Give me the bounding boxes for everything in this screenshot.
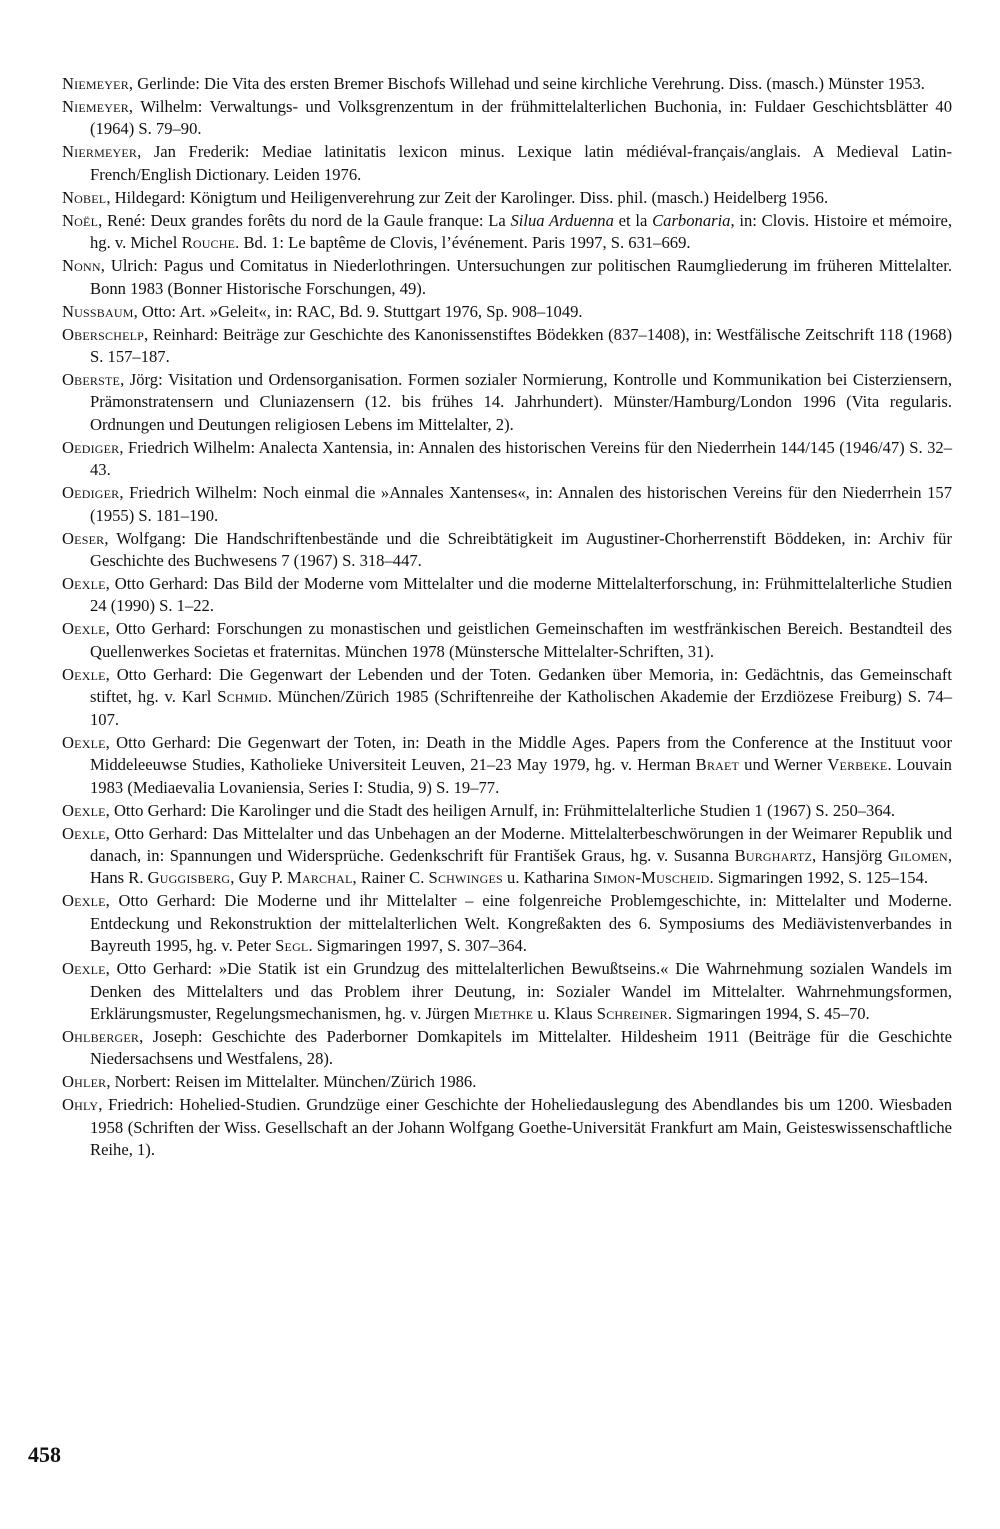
author-surname: Oexle [62, 800, 106, 820]
bibliography-entry [62, 573, 952, 618]
bibliography-entry [62, 890, 952, 957]
entry-text: u. Katharina [502, 868, 594, 888]
editor-surname: Simon-Muscheid [593, 868, 710, 888]
entry-text: , Jörg: Visitation und Ordensorganisation. Formen sozialer Normierung, Kontrolle und Kommunikation bei Cisterziensern, Prämonstratensern und Cluniazensern (12. bis frühes 14. Jahrhundert). Münster/Hamburg/London 1996 (Vita regularis. Ordnungen und Deutungen religiosen Lebens im Mittelalter, 2). [90, 370, 952, 434]
editor-surname: Gilomen [887, 845, 948, 865]
entry-text: , Gerlinde: Die Vita des ersten Bremer Bischofs Willehad und seine kirchliche Verehrung. Diss. (masch.) Münster 1953. [128, 74, 925, 93]
author-surname: Oberste [62, 370, 121, 390]
entry-text: , René: Deux grandes forêts du nord de la Gaule franque: La [98, 210, 511, 230]
entry-text: , Hildegard: Königtum und Heiligenverehrung zur Zeit der Karolinger. Diss. phil. (masch.) Heidelberg 1956. [106, 187, 829, 207]
bibliography-entry [62, 324, 952, 369]
author-surname: Oexle [62, 732, 106, 752]
entry-text: , Otto Gerhard: Das Mittelalter und das Unbehagen an der Moderne. Mittelalterbeschwörungen in der Weimarer Republik und danach, in: Spannungen und Widersprüche. Gedenkschrift für František Graus, hg. v. Susanna [90, 823, 952, 865]
entry-text: , Otto Gerhard: Die Karolinger und die Stadt des heiligen Arnulf, in: Frühmittelalterliche Studien 1 (1967) S. 250–364. [105, 800, 896, 820]
author-surname: Oexle [62, 619, 106, 639]
italic-title: Silua Arduenna [510, 210, 614, 230]
author-surname: Oexle [62, 891, 106, 911]
entry-text: , Otto Gerhard: Forschungen zu monastischen und geistlichen Gemeinschaften im westfränkischen Bereich. Bestandteil des Quellenwerkes Societas et fraternitas. München 1978 (Münstersche Mittelalter-Schriften, 31). [90, 619, 952, 661]
bibliography-entry [62, 800, 952, 822]
entry-text: , Wolfgang: Die Handschriftenbestände und die Schreibtätigkeit im Augustiner-Chorherrenstift Böddeken, in: Archiv für Geschichte des Buchwesens 7 (1967) S. 318–447. [90, 528, 952, 571]
entry-text: . Sigmaringen 1992, S. 125–154. [709, 868, 929, 888]
author-surname: Oexle [62, 664, 106, 684]
bibliography-entry [62, 210, 952, 255]
entry-text: , Hans R. [90, 845, 953, 888]
bibliography-entry [62, 73, 952, 95]
entry-text: . Bd. 1: Le baptême de Clovis, l’événement. Paris 1997, S. 631–669. [235, 233, 691, 253]
entry-text: , Wilhelm: Verwaltungs- und Volksgrenzentum in der frühmittelalterlichen Buchonia, in: Fuldaer Geschichtsblätter 40 (1964) S. 79–90. [90, 97, 952, 139]
entry-text: u. Klaus [533, 1003, 597, 1023]
editor-surname: Schmid [217, 687, 268, 707]
author-surname: Oexle [62, 959, 106, 979]
author-surname: Niemeyer [62, 74, 129, 93]
author-surname: Ohler [62, 1072, 107, 1092]
editor-surname: Schwinges [428, 868, 503, 888]
editor-surname: Verbeke [827, 755, 888, 775]
entry-text: , Friedrich: Hohelied-Studien. Grundzüge einer Geschichte der Hoheliedauslegung des Abendlandes bis um 1200. Wiesbaden 1958 (Schriften der Wiss. Gesellschaft an der Johann Wolfgang Goethe-Universität Frankfurt am Main, Geisteswissenschaftliche Reihe, 1). [90, 1095, 952, 1160]
entry-text: und Werner [739, 755, 828, 775]
bibliography-entry [62, 255, 952, 300]
bibliography-entry [62, 732, 952, 799]
editor-surname: Marchal [287, 868, 353, 888]
entry-text: , Otto Gerhard: Die Gegenwart der Toten, in: Death in the Middle Ages. Papers from the Conference at the Instituut voor Middeleeuwse Studies, Katholieke Universiteit Leuven, 21–23 May 1979, hg. v. Herman [90, 732, 952, 775]
author-surname: Ohly [62, 1095, 99, 1115]
author-surname: Oeser [62, 528, 105, 548]
bibliography-entry [62, 482, 952, 527]
editor-surname: Guggisberg [147, 868, 231, 888]
entry-text: . München/Zürich 1985 (Schriftenreihe der Katholischen Akademie der Erzdiözese Freiburg) S. 74–107. [90, 687, 952, 729]
bibliography-entry [62, 528, 952, 573]
bibliography-entry [62, 437, 952, 482]
entry-text: , Otto Gerhard: Das Bild der Moderne vom Mittelalter und die moderne Mittelalterforschung, in: Frühmittelalterliche Studien 24 (1990) S. 1–22. [90, 574, 952, 616]
author-surname: Noël [62, 210, 99, 230]
bibliography-entry [62, 141, 952, 186]
editor-surname: Braet [695, 755, 740, 775]
author-surname: Nonn [62, 256, 101, 276]
entry-text: et la [613, 210, 653, 230]
bibliography-entry [62, 1026, 952, 1071]
bibliography-entry [62, 958, 952, 1025]
editor-surname: Segl [275, 936, 309, 956]
author-surname: Niermeyer [62, 142, 138, 162]
page-number: 458 [28, 1442, 61, 1467]
italic-title: Carbonaria [652, 210, 731, 230]
bibliography-entry [62, 618, 952, 663]
editor-surname: Rouche [181, 233, 236, 253]
entry-text: . Louvain 1983 (Mediaevalia Lovaniensia, Series I: Studia, 9) S. 19–77. [90, 755, 952, 797]
entry-text: , Joseph: Geschichte des Paderborner Domkapitels im Mittelalter. Hildesheim 1911 (Beiträge für die Geschichte Niedersachsens und Westfalens, 28). [90, 1026, 952, 1069]
author-surname: Oberschelp [62, 324, 144, 344]
entry-text: , Jan Frederik: Mediae latinitatis lexicon minus. Lexique latin médiéval-français/anglais. A Medieval Latin-French/English Dictionary. Leiden 1976. [90, 142, 952, 184]
entry-text: , Hansjörg [812, 845, 888, 865]
entry-text: , in: Clovis. Histoire et mémoire, hg. v. Michel [90, 210, 952, 253]
editor-surname: Burghartz [734, 845, 813, 865]
author-surname: Oediger [62, 437, 120, 457]
editor-surname: Miethke [473, 1003, 534, 1023]
editor-surname: Schreiner [596, 1003, 668, 1023]
entry-text: , Ulrich: Pagus und Comitatus in Niederlothringen. Untersuchungen zur politischen Raumgliederung im früheren Mittelalter. Bonn 1983 (Bonner Historische Forschungen, 49). [90, 256, 952, 298]
bibliography-entry [62, 823, 952, 890]
bibliography-entry [62, 301, 952, 323]
bibliography-entry [62, 1094, 952, 1161]
entry-text: , Rainer C. [352, 868, 429, 888]
author-surname: Oexle [62, 823, 106, 843]
entry-text: . Sigmaringen 1994, S. 45–70. [667, 1003, 870, 1023]
entry-text: , Reinhard: Beiträge zur Geschichte des Kanonissenstiftes Bödekken (837–1408), in: Westfälische Zeitschrift 118 (1968) S. 157–187. [90, 324, 952, 367]
entry-text: , Friedrich Wilhelm: Analecta Xantensia, in: Annalen des historischen Vereins für den Niederrhein 144/145 (1946/47) S. 32–43. [90, 437, 952, 480]
entry-text: , Otto Gerhard: Die Gegenwart der Lebenden und der Toten. Gedanken über Memoria, in: Gedächtnis, das Gemeinschaft stiftet, hg. v. Karl [90, 664, 952, 707]
author-surname: Ohlberger [62, 1026, 140, 1046]
bibliography-entry [62, 1071, 952, 1093]
author-surname: Nobel [62, 187, 107, 207]
bibliography-entry [62, 369, 952, 436]
entry-text: , Norbert: Reisen im Mittelalter. München/Zürich 1986. [106, 1072, 477, 1092]
bibliography-page [62, 73, 952, 1162]
entry-text: , Otto Gerhard: Die Moderne und ihr Mittelalter – eine folgenreiche Problemgeschichte, in: Mittelalter und Moderne. Entdeckung und Rekonstruktion der mittelalterlichen Welt. Kongreßakten des 6. Symposiums des Mediävistenverbandes in Bayreuth 1995, hg. v. Peter [90, 891, 952, 956]
author-surname: Niemeyer [62, 97, 129, 116]
bibliography-entry [62, 664, 952, 731]
entry-text: , Otto: Art. »Geleit«, in: RAC, Bd. 9. Stuttgart 1976, Sp. 908–1049. [133, 301, 583, 321]
entry-text: , Otto Gerhard: »Die Statik ist ein Grundzug des mittelalterlichen Bewußtseins.« Die Wahrnehmung sozialen Wandels im Denken des Mittelalters und das Problem ihrer Deutung, in: Sozialer Wandel im Mittelalter. Wahrnehmungsformen, Erklärungsmuster, Regelungsmechanismen, hg. v. Jürgen [90, 959, 952, 1023]
author-surname: Oexle [62, 574, 106, 594]
author-surname: Nussbaum [62, 301, 134, 321]
author-surname: Oediger [62, 483, 120, 503]
bibliography-entry [62, 96, 952, 141]
bibliography-entry [62, 187, 952, 209]
entry-text: , Guy P. [230, 868, 287, 888]
entry-text: . Sigmaringen 1997, S. 307–364. [308, 936, 527, 956]
entry-text: , Friedrich Wilhelm: Noch einmal die »Annales Xantenses«, in: Annalen des historischen Vereins für den Niederrhein 157 (1955) S. 181–190. [90, 483, 952, 525]
